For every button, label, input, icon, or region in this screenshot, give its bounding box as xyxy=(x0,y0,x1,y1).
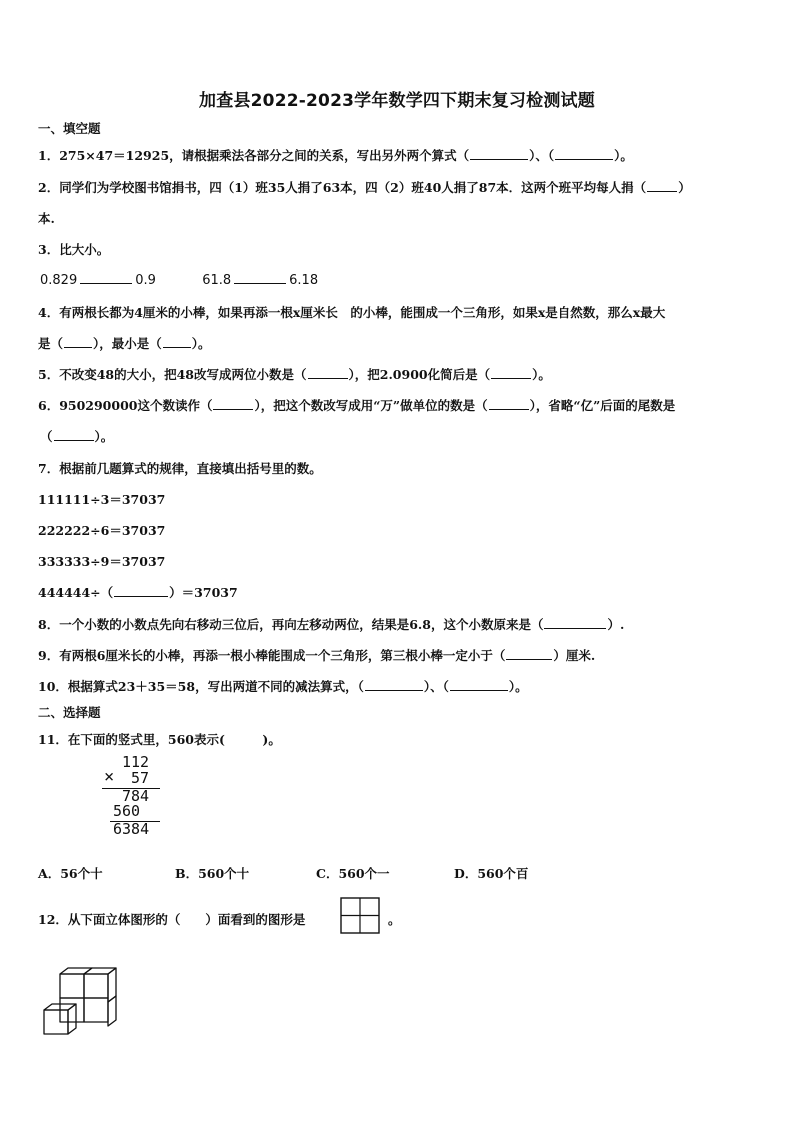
four-square-view-figure xyxy=(340,897,382,935)
section-heading-fill-in: 一、填空题 xyxy=(38,121,101,136)
answer-blank[interactable] xyxy=(489,397,529,410)
question-5-text: 5．不改变48的大小，把48改写成两位小数是（ xyxy=(38,367,307,382)
section-heading-multiple-choice: 二、选择题 xyxy=(38,705,101,720)
answer-blank[interactable] xyxy=(308,366,348,379)
question-9-text: 9．有两根6厘米长的小棒，再添一根小棒能围成一个三角形，第三根小棒一定小于（ xyxy=(38,648,506,663)
answer-blank[interactable] xyxy=(163,335,191,348)
equation-text: 444444÷（ xyxy=(38,585,114,600)
question-5-text: ）。 xyxy=(532,367,551,382)
answer-blank[interactable] xyxy=(213,397,253,410)
option-d[interactable]: D．560个百 xyxy=(454,866,529,881)
question-2-line-2: 本. xyxy=(38,211,55,226)
question-6-text: ）。 xyxy=(94,429,114,444)
answer-blank[interactable] xyxy=(491,366,531,379)
question-4-text: ），最小是（ xyxy=(93,336,162,351)
answer-blank[interactable] xyxy=(544,616,606,629)
answer-blank[interactable] xyxy=(80,271,132,284)
option-a[interactable]: A．56个十 xyxy=(38,866,103,881)
question-1 xyxy=(38,146,633,164)
answer-blank[interactable] xyxy=(54,428,94,441)
vertical-multiplication-multiplier: 57 xyxy=(131,769,150,787)
compare-value: 61.8 xyxy=(202,273,232,288)
question-3: 3．比大小。 xyxy=(38,242,110,257)
question-9-text: ）厘米. xyxy=(553,648,596,663)
answer-blank[interactable] xyxy=(234,271,286,284)
question-3-compare xyxy=(40,271,318,288)
question-6-text: ），省略“亿”后面的尾数是 xyxy=(529,398,676,413)
answer-blank[interactable] xyxy=(365,678,423,691)
answer-blank[interactable] xyxy=(450,678,508,691)
question-1-text: 1．275×47＝12925，请根据乘法各部分之间的关系，写出另外两个算式（ xyxy=(38,148,470,163)
question-6-text: ），把这个数改写成用“万”做单位的数是（ xyxy=(254,398,488,413)
question-8-text: 8．一个小数的小数点先向右移动三位后，再向左移动两位，结果是6.8，这个小数原来是（ xyxy=(38,617,544,632)
compare-value: 0.9 xyxy=(135,273,156,288)
answer-blank[interactable] xyxy=(470,147,528,160)
question-2-line-1 xyxy=(38,178,691,196)
question-10-text: 10．根据算式23＋35＝58，写出两道不同的减法算式，（ xyxy=(38,679,364,694)
question-8 xyxy=(38,615,624,633)
option-c[interactable]: C．560个一 xyxy=(316,866,390,881)
answer-blank[interactable] xyxy=(64,335,92,348)
equation-line: 222222÷6＝37037 xyxy=(38,523,166,538)
question-12-text: 12．从下面立体图形的（ ）面看到的图形是 xyxy=(38,912,306,927)
answer-blank[interactable] xyxy=(114,584,168,597)
compare-value: 0.829 xyxy=(40,273,78,288)
equation-text: ）＝37037 xyxy=(169,585,238,600)
compare-value: 6.18 xyxy=(289,273,319,288)
question-4-text: ）。 xyxy=(191,336,211,351)
question-9 xyxy=(38,646,595,664)
question-4-line-2 xyxy=(38,334,211,352)
answer-blank[interactable] xyxy=(647,179,677,192)
question-12-end: 。 xyxy=(388,912,401,927)
question-4-line-1: 4．有两根长都为4厘米的小棒，如果再添一根x厘米长 的小棒，能围成一个三角形，如果x是自然数，那么x最大 xyxy=(38,305,666,320)
final-product: 6384 xyxy=(113,820,150,838)
question-10-text: ）。 xyxy=(508,679,528,694)
vertical-multiplication-top: 112 xyxy=(122,753,150,771)
question-6-line-2 xyxy=(40,427,113,445)
partial-product-1: 784 xyxy=(122,787,150,805)
times-sign: × xyxy=(104,767,115,787)
question-6-text: 6．950290000这个数读作（ xyxy=(38,398,213,413)
equation-line xyxy=(38,583,238,601)
question-2-paren: ） xyxy=(678,180,691,195)
question-5-text: ），把2.0900化简后是（ xyxy=(348,367,491,382)
question-5 xyxy=(38,365,551,383)
question-10 xyxy=(38,677,528,695)
question-11: 11．在下面的竖式里，560表示( )。 xyxy=(38,732,281,747)
equation-line: 111111÷3＝37037 xyxy=(38,492,166,507)
question-6-text: （ xyxy=(40,429,53,444)
question-8-text: ）. xyxy=(607,617,625,632)
question-6-line-1 xyxy=(38,396,675,414)
question-4-text: 是（ xyxy=(38,336,64,351)
answer-blank[interactable] xyxy=(555,147,613,160)
question-1-mid: ）、（ xyxy=(529,148,555,163)
page-title: 加查县2022-2023学年数学四下期末复习检测试题 xyxy=(199,91,595,111)
option-b[interactable]: B．560个十 xyxy=(175,866,250,881)
question-10-text: ）、（ xyxy=(423,679,449,694)
question-1-end: ）。 xyxy=(614,148,633,163)
answer-blank[interactable] xyxy=(506,647,552,660)
equation-line: 333333÷9＝37037 xyxy=(38,554,166,569)
question-2-text: 2．同学们为学校图书馆捐书，四（1）班35人捐了63本，四（2）班40人捐了87本．这两个班平均每人捐（ xyxy=(38,180,647,195)
partial-product-2: 560 xyxy=(113,802,141,820)
question-7: 7．根据前几题算式的规律，直接填出括号里的数。 xyxy=(38,461,322,476)
cube-stack-figure xyxy=(40,960,132,1040)
